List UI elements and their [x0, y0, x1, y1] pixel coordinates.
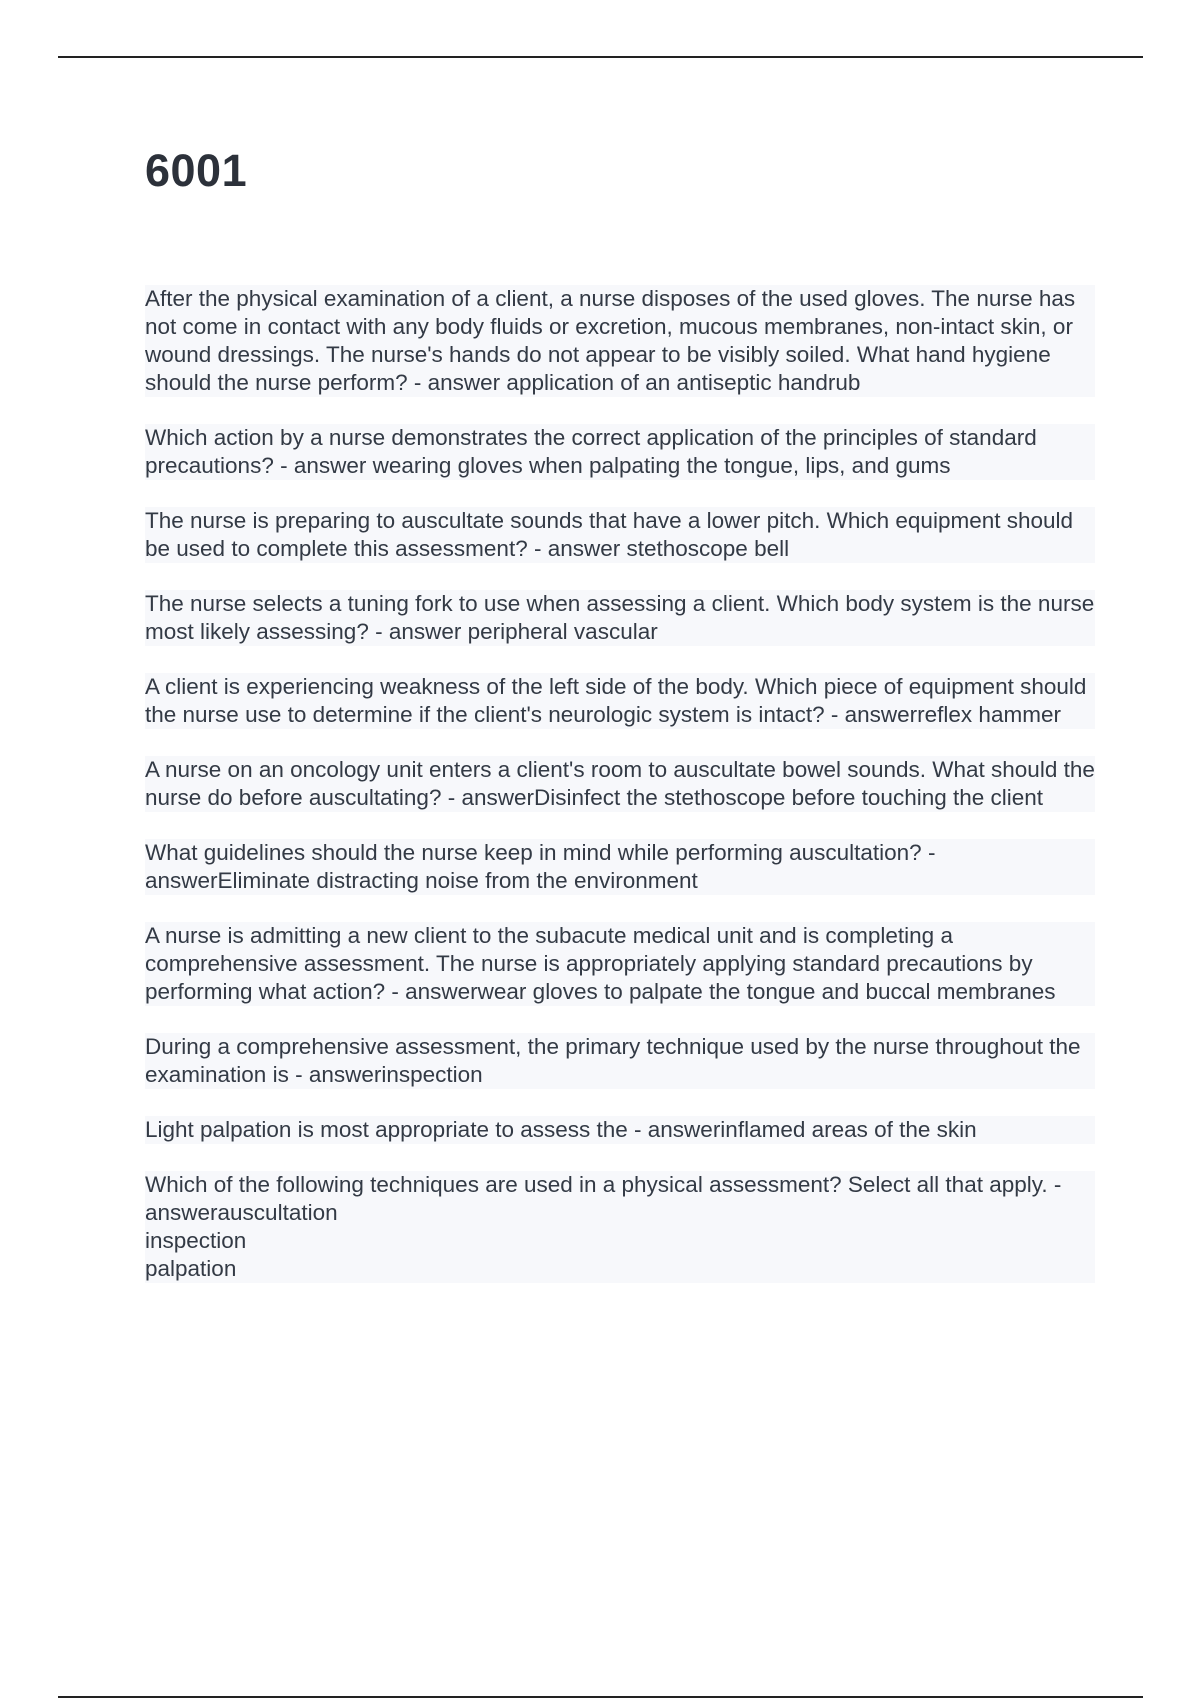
qa-item: The nurse is preparing to auscultate sounds that have a lower pitch. Which equipment should be used to complete this assessment? - answer stethoscope bell	[145, 507, 1095, 563]
qa-item: A client is experiencing weakness of the left side of the body. Which piece of equipment should the nurse use to determine if the client's neurologic system is intact? - answerreflex hammer	[145, 673, 1095, 729]
qa-item: Which action by a nurse demonstrates the correct application of the principles of standard precautions? - answer wearing gloves when palpating the tongue, lips, and gums	[145, 424, 1095, 480]
qa-item: During a comprehensive assessment, the primary technique used by the nurse throughout the examination is - answerinspection	[145, 1033, 1095, 1089]
top-divider	[58, 56, 1143, 58]
qa-item: A nurse on an oncology unit enters a client's room to auscultate bowel sounds. What should the nurse do before auscultating? - answerDisinfect the stethoscope before touching the client	[145, 757, 1095, 810]
qa-item: After the physical examination of a client, a nurse disposes of the used gloves. The nurse has not come in contact with any body fluids or excretion, mucous membranes, non-intact skin, or wound dressings. The nurse's hands do not appear to be visibly soiled. What hand hygiene should the nurse perform? - answer application of an antiseptic handrub	[145, 285, 1095, 397]
qa-item: What guidelines should the nurse keep in mind while performing auscultation? - answerEliminate distracting noise from the environment	[145, 839, 1095, 895]
qa-item: Which of the following techniques are used in a physical assessment? Select all that apply. - answerauscultation inspection palpation	[145, 1171, 1095, 1283]
qa-item: Light palpation is most appropriate to assess the - answerinflamed areas of the skin	[145, 1116, 1095, 1144]
qa-list	[145, 285, 1095, 1310]
qa-item: A nurse is admitting a new client to the subacute medical unit and is completing a comprehensive assessment. The nurse is appropriately applying standard precautions by performing what action? - answerwear gloves to palpate the tongue and buccal membranes	[145, 922, 1095, 1006]
qa-item: The nurse selects a tuning fork to use when assessing a client. Which body system is the nurse most likely assessing? - answer peripheral vascular	[145, 591, 1095, 644]
document-title: 6001	[145, 145, 248, 196]
bottom-divider	[58, 1696, 1143, 1698]
